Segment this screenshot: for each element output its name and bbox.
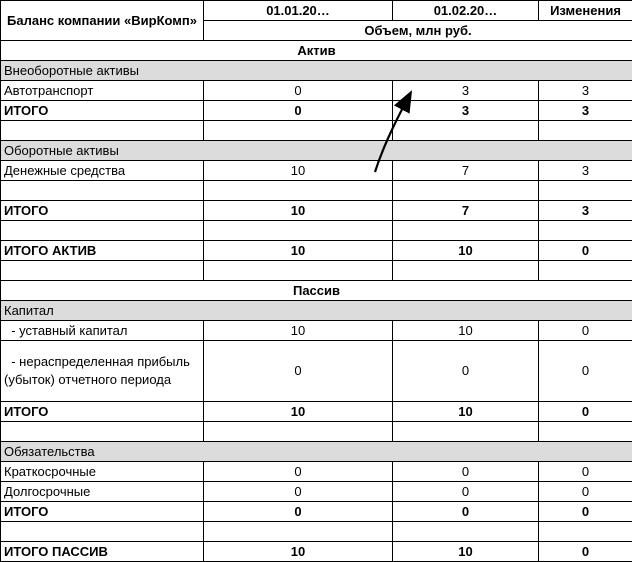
cell-v2: 10 xyxy=(393,241,539,261)
cell-v3: 0 xyxy=(539,402,632,422)
section-row-liabilities xyxy=(1,281,632,301)
blank-row xyxy=(1,121,632,141)
cell-v2: 0 xyxy=(393,462,539,482)
cell-v3: 0 xyxy=(539,542,632,562)
cell-v3: 0 xyxy=(539,321,632,341)
cell-v3: 0 xyxy=(539,502,632,522)
row-label: ИТОГО АКТИВ xyxy=(1,241,204,261)
group-obligations-label: Обязательства xyxy=(1,442,632,462)
cell-v3: 0 xyxy=(539,241,632,261)
blank-row xyxy=(1,181,632,201)
table-row xyxy=(1,482,632,502)
row-label: Долгосрочные xyxy=(1,482,204,502)
group-row-noncurrent xyxy=(1,61,632,81)
row-label: Краткосрочные xyxy=(1,462,204,482)
cell-v2: 7 xyxy=(393,161,539,181)
total-row xyxy=(1,402,632,422)
row-label: Денежные средства xyxy=(1,161,204,181)
cell-v1: 0 xyxy=(204,482,393,502)
row-label: ИТОГО ПАССИВ xyxy=(1,542,204,562)
group-row-capital xyxy=(1,301,632,321)
cell-v3: 3 xyxy=(539,201,632,221)
group-row-obligations xyxy=(1,442,632,462)
blank-row xyxy=(1,261,632,281)
cell-v2: 0 xyxy=(393,341,539,402)
cell-v3: 0 xyxy=(539,462,632,482)
cell-v3: 3 xyxy=(539,101,632,121)
cell-v1: 0 xyxy=(204,101,393,121)
row-label: - уставный капитал xyxy=(1,321,204,341)
section-row-assets xyxy=(1,41,632,61)
cell-v2: 3 xyxy=(393,81,539,101)
table-row xyxy=(1,341,632,402)
table-row xyxy=(1,161,632,181)
cell-v2: 7 xyxy=(393,201,539,221)
row-label: ИТОГО xyxy=(1,101,204,121)
cell-v1: 10 xyxy=(204,542,393,562)
total-row xyxy=(1,201,632,221)
cell-v1: 0 xyxy=(204,502,393,522)
section-liabilities: Пассив xyxy=(1,281,632,301)
cell-v1: 10 xyxy=(204,321,393,341)
grand-total-row-assets xyxy=(1,241,632,261)
cell-v3: 3 xyxy=(539,81,632,101)
cell-v1: 0 xyxy=(204,341,393,402)
blank-row xyxy=(1,422,632,442)
cell-v3: 0 xyxy=(539,482,632,502)
header-row xyxy=(1,1,632,21)
units-label: Объем, млн руб. xyxy=(204,21,632,41)
table-title: Баланс компании «ВирКомп» xyxy=(1,1,204,41)
cell-v2: 10 xyxy=(393,542,539,562)
row-label: Автотранспорт xyxy=(1,81,204,101)
cell-v1: 10 xyxy=(204,402,393,422)
cell-v2: 3 xyxy=(393,101,539,121)
table-row xyxy=(1,321,632,341)
row-label: ИТОГО xyxy=(1,402,204,422)
cell-v1: 0 xyxy=(204,462,393,482)
row-label: - нераспределенная прибыль (убыток) отчетного периода xyxy=(1,341,204,402)
cell-v2: 10 xyxy=(393,402,539,422)
cell-v1: 10 xyxy=(204,201,393,221)
row-label: ИТОГО xyxy=(1,201,204,221)
blank-row xyxy=(1,221,632,241)
cell-v3: 0 xyxy=(539,341,632,402)
cell-v3: 3 xyxy=(539,161,632,181)
cell-v2: 0 xyxy=(393,482,539,502)
group-noncurrent-label: Внеоборотные активы xyxy=(1,61,632,81)
table-row xyxy=(1,462,632,482)
group-capital-label: Капитал xyxy=(1,301,632,321)
grand-total-row-liabilities xyxy=(1,542,632,562)
col-header-change: Изменения xyxy=(539,1,632,21)
row-label: ИТОГО xyxy=(1,502,204,522)
group-current-label: Оборотные активы xyxy=(1,141,632,161)
group-row-current xyxy=(1,141,632,161)
table-row xyxy=(1,81,632,101)
section-assets: Актив xyxy=(1,41,632,61)
col-header-date2: 01.02.20… xyxy=(393,1,539,21)
col-header-date1: 01.01.20… xyxy=(204,1,393,21)
cell-v2: 0 xyxy=(393,502,539,522)
blank-row xyxy=(1,522,632,542)
total-row xyxy=(1,502,632,522)
total-row xyxy=(1,101,632,121)
cell-v2: 10 xyxy=(393,321,539,341)
cell-v1: 10 xyxy=(204,161,393,181)
cell-v1: 0 xyxy=(204,81,393,101)
cell-v1: 10 xyxy=(204,241,393,261)
